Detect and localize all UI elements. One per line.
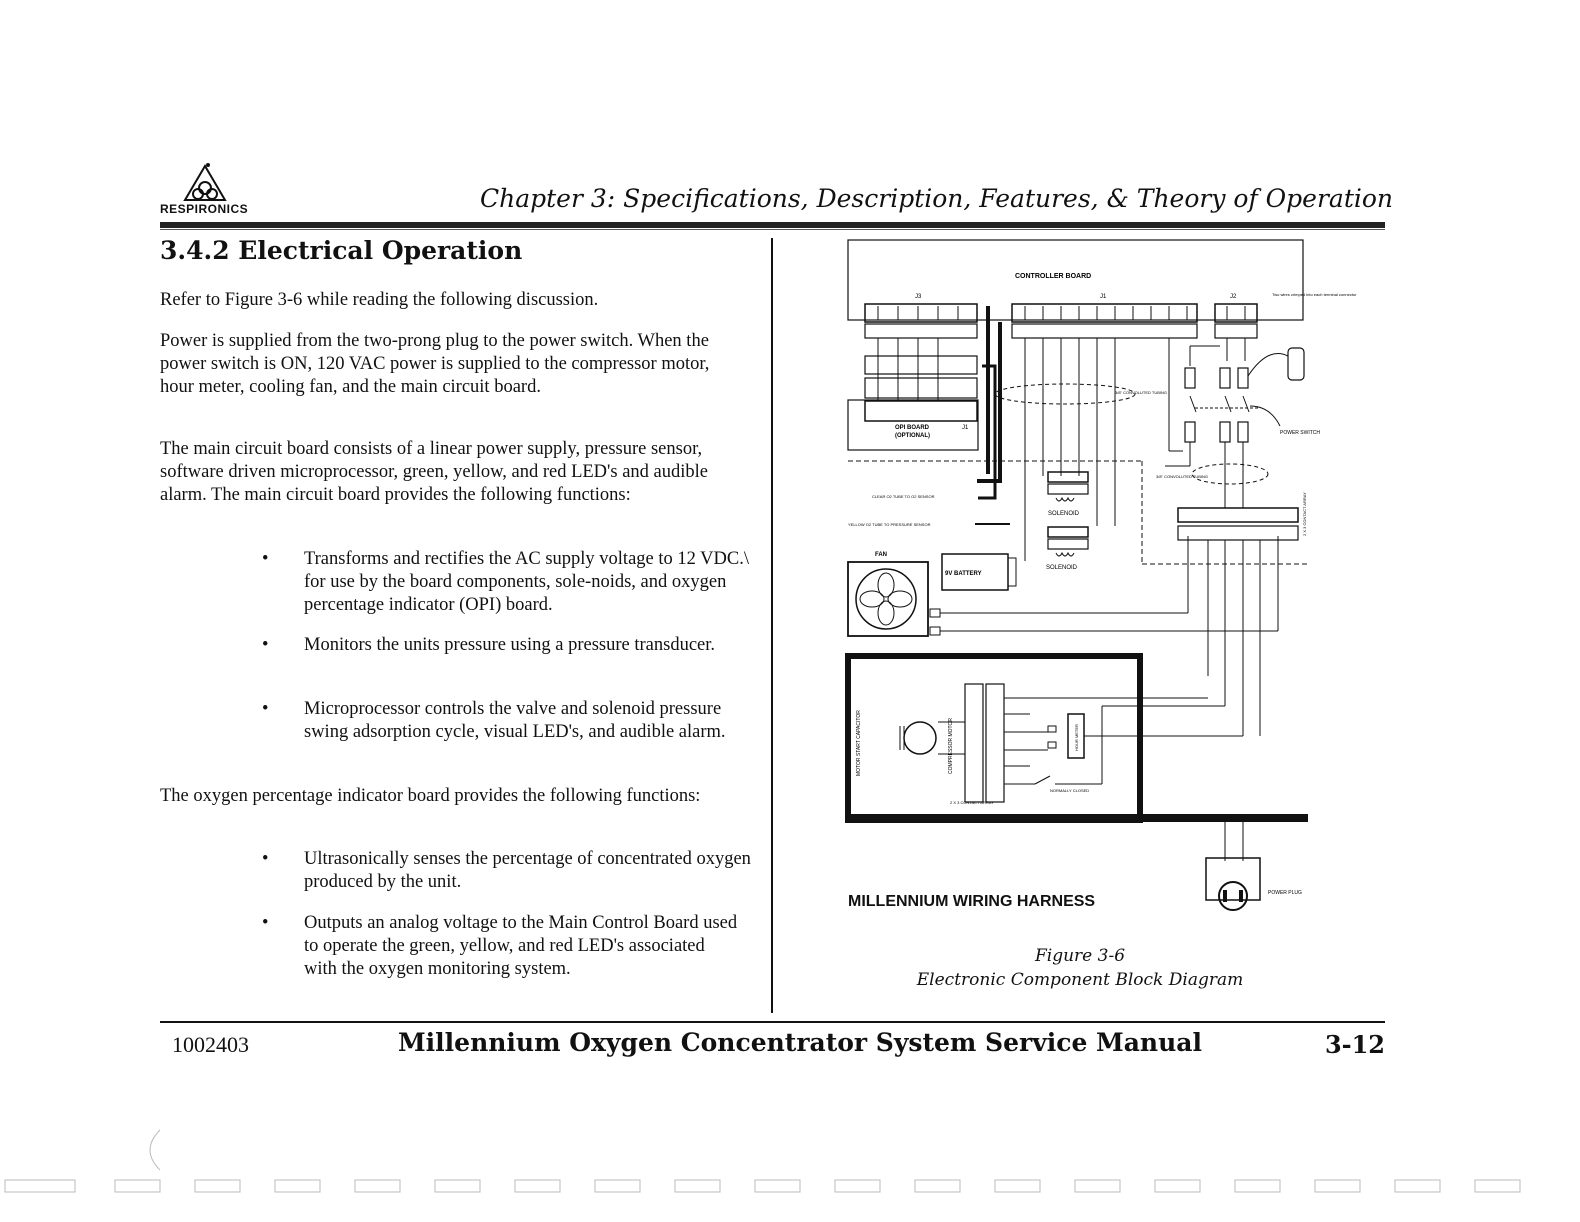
- j1-connector: [1012, 304, 1197, 338]
- list-item-text: Ultrasonically senses the percentage of concentrated oxygen produced by the unit.: [304, 849, 751, 892]
- page-number: 3-12: [1324, 1030, 1385, 1059]
- list-item-text: Monitors the units pressure using a pressure transducer.: [304, 635, 716, 655]
- wires-note-label: Two wires crimped into each terminal connector: [1272, 292, 1357, 297]
- paragraph-main-board: The main circuit board consists of a linear power supply, pressure sensor, software driven microprocessor, green, yellow, and red LED's and audible alarm. The main circuit board provides the following functions:: [160, 439, 708, 505]
- opi-j1-label: J1: [962, 425, 969, 431]
- scan-artifacts: [0, 1130, 1580, 1210]
- section-heading: 3.4.2 Electrical Operation: [160, 236, 523, 265]
- bullet-marker: •: [262, 699, 269, 719]
- paragraph-opi-board: The oxygen percentage indicator board provides the following functions:: [160, 786, 701, 806]
- battery-icon: [942, 554, 1016, 590]
- solenoid-label: SOLENOID: [1048, 511, 1080, 517]
- wiring-diagram: [840, 236, 1357, 916]
- footer-rule: [160, 1021, 1385, 1023]
- j2-label: J2: [1230, 294, 1237, 300]
- opi-optional-label: (OPTIONAL): [895, 433, 930, 439]
- list-item-text: Microprocessor controls the valve and solenoid pressure swing adsorption cycle, visual LED's, and audible alarm.: [304, 699, 726, 742]
- harness-title: MILLENNIUM WIRING HARNESS: [848, 893, 1096, 910]
- logo-text: RESPIRONICS: [160, 202, 249, 216]
- power-plug-icon: [1219, 882, 1247, 910]
- solenoid-lower: [1046, 527, 1088, 571]
- figure-caption: Electronic Component Block Diagram: [916, 970, 1244, 990]
- list-item-text: Outputs an analog voltage to the Main Control Board used to operate the green, yellow, and red LED's associated with the oxygen monitoring system.: [304, 913, 738, 979]
- controller-board-label: CONTROLLER BOARD: [1015, 273, 1092, 280]
- yellow-tube-label: YELLOW O2 TUBE TO PRESSURE SENSOR: [848, 522, 931, 527]
- hour-meter-label: HOUR METER: [1074, 724, 1079, 751]
- controller-board-outline: [848, 240, 1303, 320]
- compressor-motor-label: COMPRESSOR MOTOR: [948, 717, 954, 774]
- opi-board: [848, 400, 978, 450]
- bullet-marker: •: [262, 549, 269, 569]
- solenoid-upper: [1048, 472, 1088, 517]
- contact-array-label-right: 2 X 3 CONTACT ARRAY: [1302, 492, 1307, 536]
- header-rule: [160, 222, 1385, 228]
- figure-number: Figure 3-6: [1034, 946, 1126, 966]
- contact-array-label: 2 X 3 CONTACT ARRAY: [950, 800, 994, 805]
- paragraph-power: Power is supplied from the two-prong plug to the power switch. When the power switch is ON, 120 VAC power is supplied to the compressor motor, hour meter, cooling fan, and the main circuit board.: [160, 331, 710, 397]
- paragraph-intro: Refer to Figure 3-6 while reading the following discussion.: [160, 290, 599, 310]
- solenoid-label-2: SOLENOID: [1046, 565, 1078, 571]
- battery-label: 9V BATTERY: [945, 571, 982, 577]
- document-number: 1002403: [172, 1032, 249, 1057]
- j3-label: J3: [915, 294, 922, 300]
- j3-connector: [865, 304, 977, 338]
- power-switch-label: POWER SWITCH: [1280, 430, 1320, 436]
- opi-board-label: OPI BOARD: [895, 425, 930, 431]
- bullet-marker: •: [262, 913, 269, 933]
- compressor-enclosure: [848, 656, 1140, 820]
- convoluted-tubing-label: 3/8" CONVOLUTED TUBING: [1115, 390, 1168, 395]
- normally-closed-label: NORMALLY CLOSED: [1050, 788, 1090, 793]
- j2-connector: [1215, 304, 1257, 338]
- power-switch-icon: [1185, 368, 1249, 442]
- clear-tube-label: CLEAR O2 TUBE TO O2 SENSOR: [872, 494, 935, 499]
- convoluted-tubing-label-2: 3/8" CONVOLUTED TUBING: [1156, 474, 1209, 479]
- header-rule-thin: [160, 229, 1385, 230]
- fan-icon: [848, 562, 928, 636]
- list-item-text: Transforms and rectifies the AC supply voltage to 12 VDC.\ for use by the board components, sole-noids, and oxygen percentage indicator (OPI) board.: [304, 549, 749, 615]
- chapter-title: Chapter 3: Specifications, Description, Features, & Theory of Operation: [480, 184, 1394, 213]
- j1-label: J1: [1100, 294, 1107, 300]
- bullet-marker: •: [262, 635, 269, 655]
- motor-start-capacitor-label: MOTOR START CAPACITOR: [856, 710, 862, 776]
- fan-label: FAN: [875, 552, 887, 558]
- power-plug-label: POWER PLUG: [1268, 890, 1302, 896]
- bullet-marker: •: [262, 849, 269, 869]
- column-divider: [771, 238, 773, 1013]
- manual-title: Millennium Oxygen Concentrator System Service Manual: [398, 1028, 1202, 1057]
